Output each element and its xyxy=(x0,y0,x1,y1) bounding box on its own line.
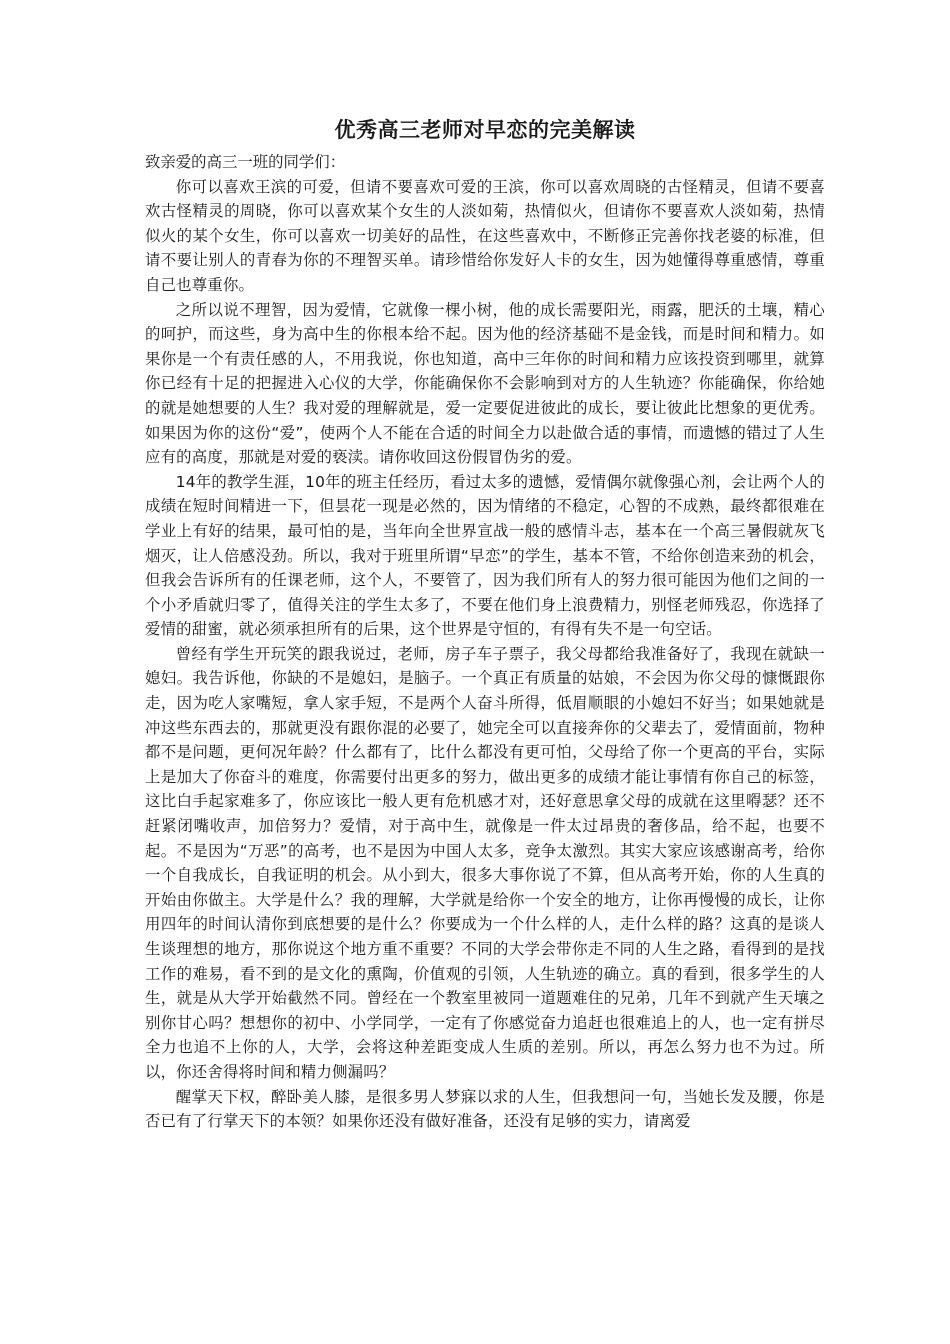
paragraph-2: 之所以说不理智，因为爱情，它就像一棵小树，他的成长需要阳光，雨露，肥沃的土壤，精心的呵护，而这些，身为高中生的你根本给不起。因为他的经济基础不是金钱，而是时间和精力。如果你是一个有责任感的人，不用我说，你也知道，高中三年你的时间和精力应该投资到哪里，就算你已经有十足的把握进入心仪的大学，你能确保你不会影响到对方的人生轨迹？你能确保，你给她的就是她想要的人生？我对爱的理解就是，爱一定要促进彼此的成长，要让彼此比想象的更优秀。如果因为你的这份“爱”，使两个人不能在合适的时间全力以赴做合适的事情，而遗憾的错过了人生应有的高度，那就是对爱的亵渎。请你收回这份假冒伪劣的爱。 xyxy=(145,300,825,467)
paragraph-4: 曾经有学生开玩笑的跟我说过，老师，房子车子票子，我父母都给我准备好了，我现在就缺一媳妇。我告诉他，你缺的不是媳妇，是脑子。一个真正有质量的姑娘，不会因为你父母的慷慨跟你走，因为吃人家嘴短，拿人家手短，不是两个人奋斗所得，低眉顺眼的小媳妇不好当；如果她就是冲这些东西去的，那就更没有跟你混的必要了，她完全可以直接奔你的父辈去了，爱情面前，物种都不是问题，更何况年龄？什么都有了，比什么都没有更可怕，父母给了你一个更高的平台，实际上是加大了你奋斗的难度，你需要付出更多的努力，做出更多的成绩才能让事情有你自己的标签，这比白手起家难多了，你应该比一般人更有危机感才对，还好意思拿父母的成就在这里嘚瑟？还不赶紧闭嘴收声，加倍努力？爱情，对于高中生，就像是一件太过昂贵的奢侈品，给不起，也要不起。不是因为“万恶”的高考，也不是因为中国人太多，竞争太激烈。其实大家应该感谢高考，给你一个自我成长，自我证明的机会。从小到大，很多大事你说了不算，但从高考开始，你的人生真的开始由你做主。大学是什么？我的理解，大学就是给你一个安全的地方，让你再慢慢的成长，让你用四年的时间认清你到底想要的是什么？你要成为一个什么样的人，走什么样的路？这真的是谈人生谈理想的地方，那你说这个地方重不重要？不同的大学会带你走不同的人生之路，看得到的是找工作的难易，看不到的是文化的熏陶，价值观的引领，人生轨迹的确立。真的看到，很多学生的人生，就是从大学开始截然不同。曾经在一个教室里被同一道题难住的兄弟，几年不到就产生天壤之别你甘心吗？想想你的初中、小学同学，一定有了你感觉奋力追赶也很难追上的人，也一定有拼尽全力也追不上你的人，大学，会将这种差距变成人生质的差别。所以，再怎么努力也不为过。所以，你还舍得将时间和精力侧漏吗？ xyxy=(145,644,825,1081)
paragraph-5: 醒掌天下权，醉卧美人膝，是很多男人梦寐以求的人生，但我想问一句，当她长发及腰，你是否已有了行掌天下的本领？如果你还没有做好准备，还没有足够的实力，请离爱 xyxy=(145,1087,825,1131)
salutation: 致亲爱的高三一班的同学们： xyxy=(145,153,346,171)
document-title: 优秀高三老师对早恋的完美解读 xyxy=(334,118,636,142)
paragraph-1: 你可以喜欢王滨的可爱，但请不要喜欢可爱的王滨，你可以喜欢周晓的古怪精灵，但请不要喜欢古怪精灵的周晓，你可以喜欢某个女生的人淡如菊，热情似火，但请你不要喜欢人淡如菊，热情似火的某个女生，你可以喜欢一切美好的品性，在这些喜欢中，不断修正完善你找老婆的标准，但请不要让别人的青春为你的不理智买单。请珍惜给你发好人卡的女生，因为她懂得尊重感情，尊重自己也尊重你。 xyxy=(145,177,825,294)
paragraph-3: 14年的教学生涯，10年的班主任经历，看过太多的遗憾，爱情偶尔就像强心剂，会让两个人的成绩在短时间精进一下，但昙花一现是必然的，因为情绪的不稳定，心智的不成熟，最终都很难在学业上有好的结果，最可怕的是，当年向全世界宣战一般的感情斗志，基本在一个高三暑假就灰飞烟灭，让人倍感没劲。所以，我对于班里所谓“早恋”的学生，基本不管，不给你创造来劲的机会，但我会告诉所有的任课老师，这个人，不要管了，因为我们所有人的努力很可能因为他们之间的一个小矛盾就归零了，值得关注的学生太多了，不要在他们身上浪费精力，别怪老师残忍，你选择了爱情的甜蜜，就必须承担所有的后果，这个世界是守恒的，有得有失不是一句空话。 xyxy=(145,472,825,639)
document-body xyxy=(145,116,825,1134)
